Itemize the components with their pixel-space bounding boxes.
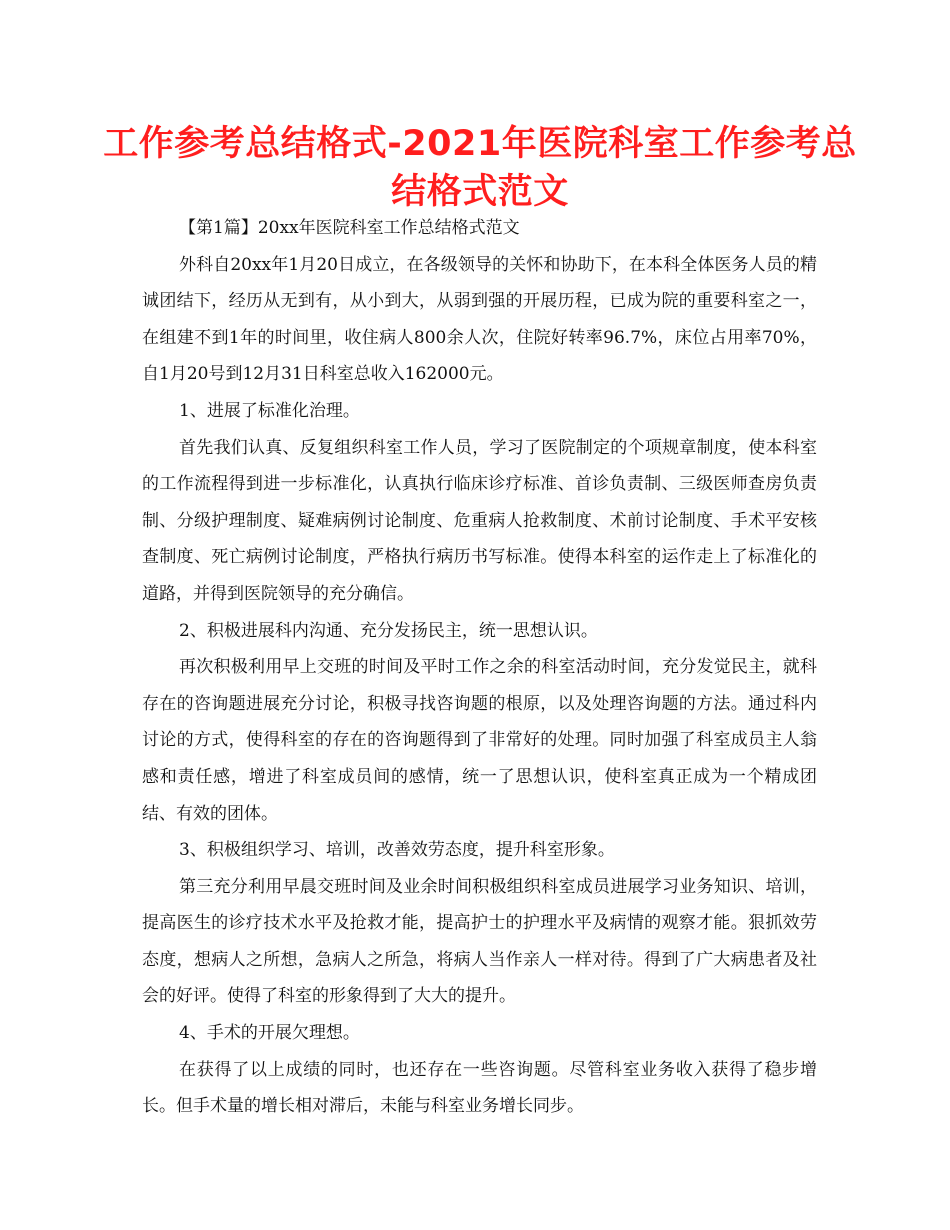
paragraph: 在获得了以上成绩的同时，也还存在一些咨询题。尽管科室业务收入获得了稳步增长。但手术量的增长相对滞后，未能与科室业务增长同步。 [142, 1059, 817, 1117]
paragraph: 第三充分利用早晨交班时间及业余时间积极组织科室成员进展学习业务知识、培训，提高医生的诊疗技术水平及抢救才能，提高护士的护理水平及病情的观察才能。狠抓效劳态度，想病人之所想，急病人之所急，将病人当作亲人一样对待。得到了广大病患者及社会的好评。使得了科室的形象得到了大大的提升。 [142, 876, 817, 1007]
subheading: 2、积极进展科内沟通、充分发扬民主，统一思想认识。 [179, 620, 598, 641]
subheading: 4、手术的开展欠理想。 [179, 1023, 360, 1044]
section-heading: 【第1篇】20xx年医院科室工作总结格式范文 [179, 218, 520, 238]
document-title: 工作参考总结格式-2021年医院科室工作参考总结格式范文 [103, 124, 857, 212]
paragraph: 首先我们认真、反复组织科室工作人员，学习了医院制定的个项规章制度，使本科室的工作流程得到进一步标准化，认真执行临床诊疗标准、首诊负责制、三级医师查房负责制、分级护理制度、疑难病例讨论制度、危重病人抢救制度、术前讨论制度、手术平安核查制度、死亡病例讨论制度，严格执行病历书写标准。使得本科室的运作走上了标准化的道路，并得到医院领导的充分确信。 [142, 437, 817, 604]
subheading: 1、进展了标准化治理。 [179, 400, 360, 421]
paragraph: 再次积极利用早上交班的时间及平时工作之余的科室活动时间，充分发觉民主，就科存在的咨询题进展充分讨论，积极寻找咨询题的根原，以及处理咨询题的方法。通过科内讨论的方式，使得科室的存在的咨询题得到了非常好的处理。同时加强了科室成员主人翁感和责任感，增进了科室成员间的感情，统一了思想认识，使科室真正成为一个精成团结、有效的团体。 [142, 657, 817, 824]
subheading: 3、积极组织学习、培训，改善效劳态度，提升科室形象。 [179, 840, 615, 861]
document-body [142, 210, 817, 1125]
paragraph: 外科自20xx年1月20日成立，在各级领导的关怀和协助下，在本科全体医务人员的精诚团结下，经历从无到有，从小到大，从弱到强的开展历程，已成为院的重要科室之一，在组建不到1年的时间里，收住病人800余人次，住院好转率96.7%，床位占用率70%，自1月20号到12月31日科室总收入162000元。 [142, 254, 817, 385]
